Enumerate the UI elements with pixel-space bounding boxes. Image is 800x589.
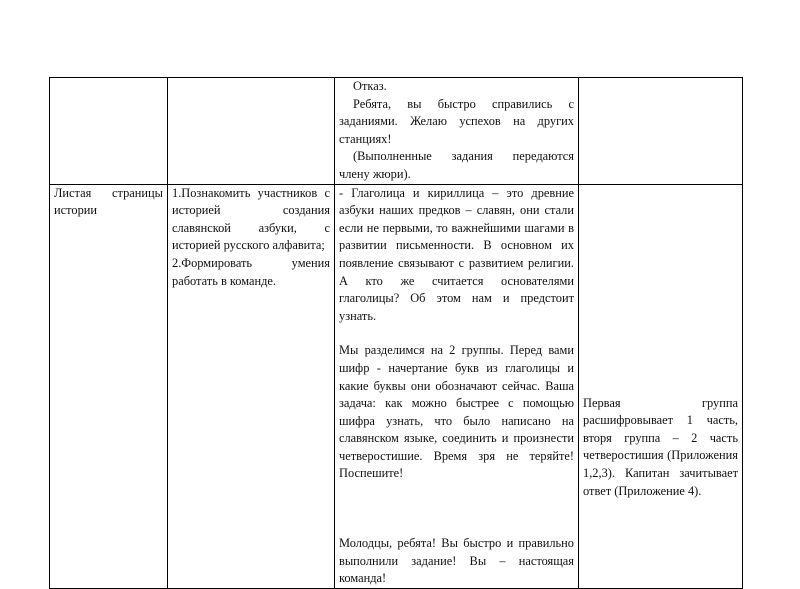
table-cell-teacher-activity bbox=[335, 78, 579, 185]
paragraph: Мы разделимся на 2 группы. Перед вами шифр - начертание букв из глаголицы и какие буквы они обозначают сейчас. Ваша задача: как можно быстрее с помощью шифра узнать, что было написано на славянском языке, соединить и произнести четверостишие. Время зря не теряйте! Поспешите! bbox=[339, 343, 574, 481]
table-cell-student-activity bbox=[579, 184, 743, 588]
spacer bbox=[339, 325, 574, 342]
table-cell-empty bbox=[579, 78, 743, 185]
paragraph: Отказ. bbox=[353, 79, 387, 93]
table-cell-goals bbox=[168, 184, 335, 588]
paragraph: - Глаголица и кириллица – это древние азбуки наших предков – славян, они стали если не первыми, то важнейшими шагами в развитии письменности. В основном их появление связывают с развитием религии. А кто же считается основателями глаголицы? Об этом нам и предстоит узнать. bbox=[339, 185, 574, 323]
table-cell-stage-name bbox=[50, 184, 168, 588]
paragraph: Первая группа расшифровывает 1 часть, вторя группа – 2 часть четверостишия (Приложения 1,2,3). Капитан зачитывает ответ (Приложение 4). bbox=[583, 395, 738, 498]
paragraph: Молодцы, ребята! Вы быстро и правильно выполнили задание! Вы – настоящая команда! bbox=[339, 536, 574, 586]
table-cell-teacher-activity bbox=[335, 184, 579, 588]
spacer bbox=[583, 185, 738, 395]
paragraph: (Выполненные задания передаются члену жюри). bbox=[339, 149, 574, 181]
spacer bbox=[339, 483, 574, 535]
table-cell-empty bbox=[50, 78, 168, 185]
paragraph: Ребята, вы быстро справились с заданиями. Желаю успехов на других станциях! bbox=[339, 96, 574, 146]
stage-title: Листая страницы истории bbox=[54, 185, 163, 218]
table-row bbox=[50, 184, 743, 588]
goal-item: 1.Познакомить участников с историей создания славянской азбуки, с историей русского алфавита; bbox=[172, 185, 330, 253]
goal-item: 2.Формировать умения работать в команде. bbox=[172, 255, 330, 288]
table-row bbox=[50, 78, 743, 185]
table-cell-empty bbox=[168, 78, 335, 185]
lesson-plan-table bbox=[49, 77, 743, 589]
